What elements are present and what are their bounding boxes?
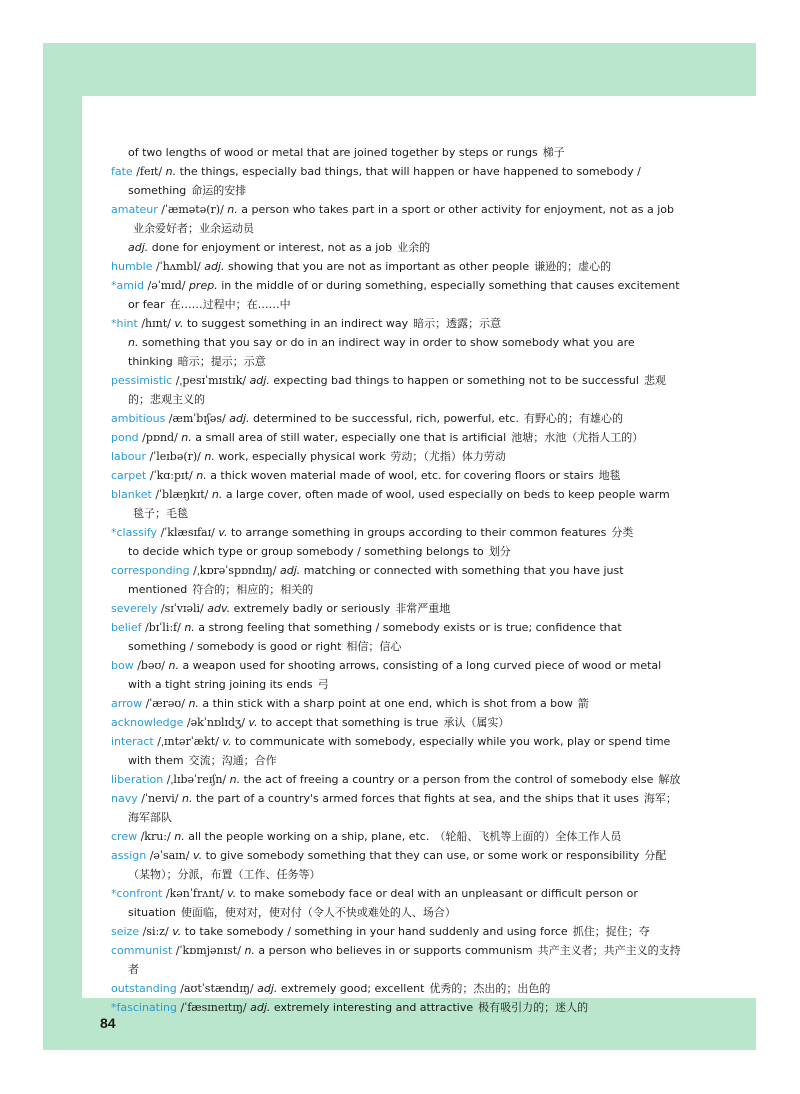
chinese-gloss: 符合的；相应的；相关的 — [192, 583, 314, 596]
headword: crew — [111, 830, 138, 843]
pronunciation: /ˈleɪbə(r)/ — [149, 450, 201, 463]
headword: *amid — [111, 279, 144, 292]
vocabulary-list — [111, 143, 681, 1017]
part-of-speech: adj. — [249, 374, 270, 387]
definition-text: a thick woven material made of wool, etc. for covering floors or stairs — [210, 469, 594, 482]
definition-text: determined to be successful, rich, powerful, etc. — [253, 412, 519, 425]
headword: bow — [111, 659, 134, 672]
list-item — [111, 770, 681, 789]
list-item — [111, 523, 681, 561]
chinese-gloss: 池塘；水池（尤指人工的） — [511, 431, 644, 444]
list-item — [111, 713, 681, 732]
headword: liberation — [111, 773, 164, 786]
part-of-speech: v. — [248, 716, 258, 729]
pronunciation: /feɪt/ — [136, 165, 163, 178]
chinese-gloss: 分类 — [611, 526, 634, 539]
definition-text: a weapon used for shooting arrows, consisting of a long curved piece of wood or metal with a tight string joining its ends — [128, 659, 662, 691]
list-item — [111, 371, 681, 409]
pronunciation: /ˌlɪbəˈreɪʃn/ — [166, 773, 227, 786]
definition-text: to decide which type or group somebody / something belongs to — [128, 545, 484, 558]
definition-text: extremely interesting and attractive — [273, 1001, 474, 1014]
headword: blanket — [111, 488, 152, 501]
chinese-gloss: 谦逊的；虚心的 — [534, 260, 612, 273]
part-of-speech: adj. — [279, 564, 301, 577]
chinese-gloss: 分配（某物）；分派，布置（工作、任务等） — [128, 849, 667, 881]
list-item — [111, 162, 681, 200]
headword: outstanding — [111, 982, 177, 995]
page-number: 84 — [100, 1015, 116, 1031]
pronunciation: /ˌkɒrəˈspɒndɪŋ/ — [193, 564, 277, 577]
list-item — [111, 827, 681, 846]
definition-text: a strong feeling that something / somebody exists or is true; confidence that something / somebody is good or right — [128, 621, 622, 653]
chinese-gloss: 毯子；毛毯 — [133, 507, 188, 520]
definition-text: to give somebody something that they can use, or some work or responsibility — [205, 849, 640, 862]
headword: interact — [111, 735, 154, 748]
list-item — [111, 789, 681, 827]
headword: communist — [111, 944, 173, 957]
part-of-speech: v. — [172, 925, 182, 938]
list-item — [111, 257, 681, 276]
part-of-speech: n. — [168, 659, 179, 672]
part-of-speech: v. — [227, 887, 237, 900]
pronunciation: /kənˈfrʌnt/ — [165, 887, 224, 900]
headword: ambitious — [111, 412, 166, 425]
chinese-gloss: 交流；沟通；合作 — [188, 754, 277, 767]
headword: severely — [111, 602, 158, 615]
part-of-speech: v. — [218, 526, 228, 539]
headword: pond — [111, 431, 139, 444]
part-of-speech: n. — [188, 697, 199, 710]
part-of-speech: n. — [211, 488, 223, 501]
list-item — [111, 656, 681, 694]
chinese-gloss: 抓住；捉住；夺 — [572, 925, 650, 938]
part-of-speech: adj. — [128, 241, 149, 254]
definition-text: extremely badly or seriously — [233, 602, 391, 615]
headword: fate — [111, 165, 133, 178]
headword: acknowledge — [111, 716, 184, 729]
pronunciation: /bəʊ/ — [137, 659, 166, 672]
part-of-speech: n. — [165, 165, 177, 178]
pronunciation: /əˈmɪd/ — [147, 279, 186, 292]
pronunciation: /ˈneɪvi/ — [141, 792, 179, 805]
pronunciation: /pɒnd/ — [142, 431, 178, 444]
list-item — [111, 447, 681, 466]
pronunciation: /ˈblæŋkɪt/ — [155, 488, 209, 501]
list-item — [111, 884, 681, 922]
headword: labour — [111, 450, 147, 463]
chinese-gloss: 暗示；透露；示意 — [413, 317, 502, 330]
list-item — [111, 846, 681, 884]
definition-text: matching or connected with something that you have just mentioned — [128, 564, 624, 596]
pronunciation: /ˈfæsɪneɪtɪŋ/ — [180, 1001, 247, 1014]
headword: humble — [111, 260, 153, 273]
chinese-gloss: 承认（属实） — [443, 716, 510, 729]
chinese-gloss: 暗示；提示；示意 — [177, 355, 266, 368]
part-of-speech: n. — [204, 450, 215, 463]
pronunciation: /hɪnt/ — [141, 317, 171, 330]
definition-text: to arrange something in groups according to their common features — [230, 526, 607, 539]
pronunciation: /əˈsaɪn/ — [149, 849, 190, 862]
list-item — [111, 314, 681, 371]
pronunciation: /æmˈbɪʃəs/ — [168, 412, 226, 425]
list-item — [111, 599, 681, 618]
definition-text: a large cover, often made of wool, used especially on beds to keep people warm — [225, 488, 670, 501]
chinese-gloss: 箭 — [577, 697, 589, 710]
definition-text: to take somebody / something in your hand suddenly and using force — [184, 925, 568, 938]
headword: *hint — [111, 317, 138, 330]
part-of-speech: adj. — [257, 982, 278, 995]
headword: seize — [111, 925, 140, 938]
pronunciation: /ˈærəʊ/ — [145, 697, 185, 710]
chinese-gloss: 解放 — [658, 773, 681, 786]
definition-text: work, especially physical work — [218, 450, 386, 463]
pronunciation: /ˈæmətə(r)/ — [161, 203, 224, 216]
chinese-gloss: 劳动；（尤指）体力劳动 — [390, 450, 506, 463]
part-of-speech: v. — [174, 317, 184, 330]
definition-text: a small area of still water, especially one that is artificial — [195, 431, 507, 444]
headword: pessimistic — [111, 374, 173, 387]
definition-text: the things, especially bad things, that will happen or have happened to somebody / something — [128, 165, 641, 197]
definition-text: showing that you are not as important as other people — [227, 260, 530, 273]
list-item — [111, 428, 681, 447]
definition-text: a person who takes part in a sport or other activity for enjoyment, not as a job — [241, 203, 674, 216]
definition-text: a person who believes in or supports communism — [258, 944, 533, 957]
headword: belief — [111, 621, 142, 634]
pronunciation: /siːz/ — [142, 925, 169, 938]
chinese-gloss: 划分 — [488, 545, 511, 558]
headword: amateur — [111, 203, 158, 216]
chinese-gloss: （轮船、飞机等上面的）全体工作人员 — [434, 830, 622, 843]
list-item — [111, 941, 681, 979]
definition-text: in the middle of or during something, especially something that causes excitement or fear — [128, 279, 680, 311]
headword: *classify — [111, 526, 158, 539]
chinese-gloss: 海军；海军部队 — [128, 792, 677, 824]
part-of-speech: n. — [227, 203, 238, 216]
part-of-speech: v. — [192, 849, 203, 862]
definition-text: a thin stick with a sharp point at one end, which is shot from a bow — [202, 697, 573, 710]
definition-text: of two lengths of wood or metal that are joined together by steps or rungs — [128, 146, 538, 159]
chinese-gloss: 使面临，使对对，使对付（令人不快或难处的人、场合） — [180, 906, 456, 919]
chinese-gloss: 悲观的；悲观主义的 — [128, 374, 666, 406]
chinese-gloss: 优秀的；杰出的；出色的 — [429, 982, 551, 995]
chinese-gloss: 业余爱好者；业余运动员 — [133, 222, 254, 235]
part-of-speech: n. — [128, 336, 139, 349]
headword: arrow — [111, 697, 143, 710]
chinese-gloss: 非常严重地 — [395, 602, 451, 615]
chinese-gloss: 地毯 — [598, 469, 621, 482]
part-of-speech: adj. — [229, 412, 250, 425]
part-of-speech: adj. — [204, 260, 225, 273]
chinese-gloss: 弓 — [317, 678, 329, 691]
definition-text: extremely good; excellent — [280, 982, 425, 995]
part-of-speech: n. — [181, 431, 192, 444]
pronunciation: /kruː/ — [140, 830, 171, 843]
pronunciation: /sɪˈvɪəli/ — [160, 602, 204, 615]
list-item — [111, 143, 681, 162]
definition-text: all the people working on a ship, plane, etc. — [188, 830, 430, 843]
chinese-gloss: 业余的 — [397, 241, 431, 254]
list-item — [111, 409, 681, 428]
headword: navy — [111, 792, 138, 805]
pronunciation: /ˈkɑːpɪt/ — [149, 469, 193, 482]
list-item — [111, 922, 681, 941]
part-of-speech: n. — [182, 792, 193, 805]
chinese-gloss: 有野心的；有雄心的 — [523, 412, 623, 425]
list-item — [111, 998, 681, 1017]
pronunciation: /aʊtˈstændɪŋ/ — [180, 982, 254, 995]
chinese-gloss: 共产主义者；共产主义的支持者 — [128, 944, 681, 976]
definition-text: the act of freeing a country or a person from the control of somebody else — [243, 773, 654, 786]
chinese-gloss: 梯子 — [542, 146, 565, 159]
list-item — [111, 694, 681, 713]
sub-sense — [128, 238, 681, 257]
chinese-gloss: 极有吸引力的；迷人的 — [478, 1001, 589, 1014]
headword: *fascinating — [111, 1001, 177, 1014]
definition-text: to suggest something in an indirect way — [186, 317, 409, 330]
definition-text: to accept that something is true — [261, 716, 439, 729]
sub-sense — [128, 542, 681, 561]
part-of-speech: n. — [196, 469, 207, 482]
definition-text: something that you say or do in an indirect way in order to show somebody what you are thinking — [128, 336, 635, 368]
part-of-speech: n. — [229, 773, 241, 786]
definition-text: the part of a country's armed forces that fights at sea, and the ships that it uses — [195, 792, 639, 805]
headword: corresponding — [111, 564, 190, 577]
part-of-speech: v. — [222, 735, 232, 748]
list-item — [111, 466, 681, 485]
list-item — [111, 979, 681, 998]
list-item — [111, 200, 681, 257]
definition-text: to communicate with somebody, especially while you work, play or spend time with them — [128, 735, 671, 767]
definition-text: expecting bad things to happen or something not to be successful — [273, 374, 639, 387]
list-item — [111, 732, 681, 770]
part-of-speech: adv. — [207, 602, 231, 615]
chinese-gloss: 命运的安排 — [191, 184, 247, 197]
sub-sense — [128, 333, 681, 371]
part-of-speech: prep. — [188, 279, 218, 292]
pronunciation: /ˈhʌmbl/ — [155, 260, 201, 273]
part-of-speech: n. — [244, 944, 255, 957]
pronunciation: /ˈklæsɪfaɪ/ — [160, 526, 215, 539]
list-item — [111, 561, 681, 599]
definition-text: to make somebody face or deal with an unpleasant or difficult person or situation — [128, 887, 638, 919]
definition-text: done for enjoyment or interest, not as a job — [151, 241, 393, 254]
list-item — [111, 485, 681, 523]
pronunciation: /əkˈnɒlɪdʒ/ — [186, 716, 245, 729]
part-of-speech: n. — [174, 830, 185, 843]
headword: *confront — [111, 887, 163, 900]
list-item — [111, 276, 681, 314]
headword: carpet — [111, 469, 147, 482]
pronunciation: /ˌpesɪˈmɪstɪk/ — [175, 374, 247, 387]
part-of-speech: adj. — [250, 1001, 271, 1014]
pronunciation: /ˌɪntərˈækt/ — [157, 735, 219, 748]
pronunciation: /bɪˈliːf/ — [145, 621, 181, 634]
chinese-gloss: 相信；信心 — [346, 640, 402, 653]
chinese-gloss: 在……过程中；在……中 — [169, 298, 291, 311]
list-item — [111, 618, 681, 656]
headword: assign — [111, 849, 147, 862]
pronunciation: /ˈkɒmjənɪst/ — [175, 944, 241, 957]
part-of-speech: n. — [184, 621, 195, 634]
